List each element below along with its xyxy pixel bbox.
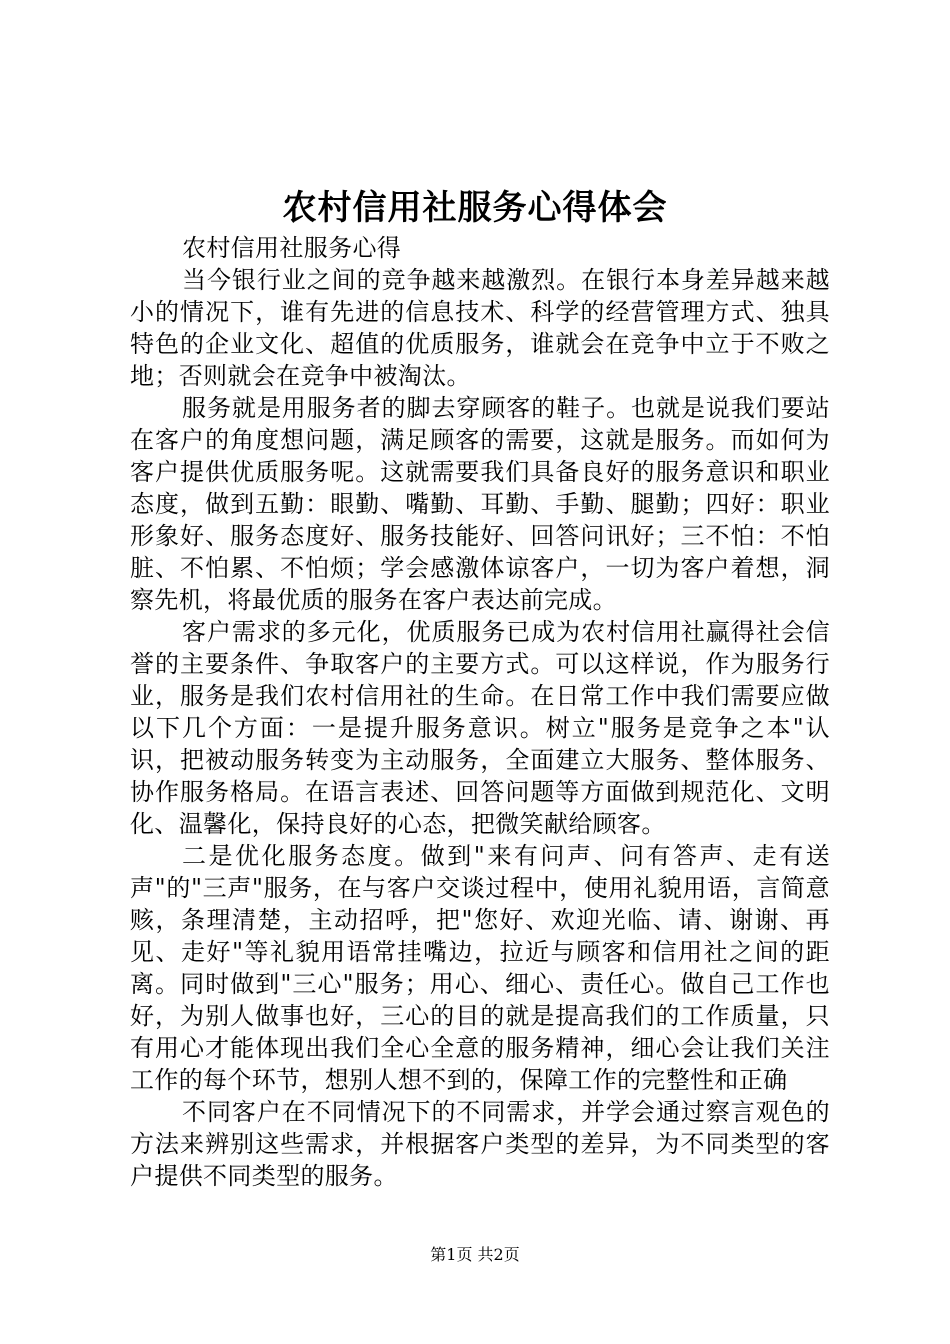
document-title: 农村信用社服务心得体会 [282,188,668,228]
document-body [130,232,830,1192]
paragraph-4: 二是优化服务态度。做到"来有问声、问有答声、走有送声"的"三声"服务，在与客户交谈过程中，使用礼貌用语，言简意赅，条理清楚，主动招呼，把"您好、欢迎光临、请、谢谢、再见、走好"等礼貌用语常挂嘴边，拉近与顾客和信用社之间的距离。同时做到"三心"服务；用心、细心、责任心。做自己工作也好，为别人做事也好，三心的目的就是提高我们的工作质量，只有用心才能体现出我们全心全意的服务精神，细心会让我们关注工作的每个环节，想别人想不到的，保障工作的完整性和正确 [130,842,830,1094]
paragraph-2: 服务就是用服务者的脚去穿顾客的鞋子。也就是说我们要站在客户的角度想问题，满足顾客的需要，这就是服务。而如何为客户提供优质服务呢。这就需要我们具备良好的服务意识和职业态度，做到五勤：眼勤、嘴勤、耳勤、手勤、腿勤；四好：职业形象好、服务态度好、服务技能好、回答问讯好；三不怕：不怕脏、不怕累、不怕烦；学会感激体谅客户，一切为客户着想，洞察先机，将最优质的服务在客户表达前完成。 [130,394,830,614]
paragraph-1: 当今银行业之间的竞争越来越激烈。在银行本身差异越来越小的情况下，谁有先进的信息技术、科学的经营管理方式、独具特色的企业文化、超值的优质服务，谁就会在竞争中立于不败之地；否则就会在竞争中被淘汰。 [130,266,830,390]
paragraph-3: 客户需求的多元化，优质服务已成为农村信用社赢得社会信誉的主要条件、争取客户的主要方式。可以这样说，作为服务行业，服务是我们农村信用社的生命。在日常工作中我们需要应做以下几个方面：一是提升服务意识。树立"服务是竞争之本"认识，把被动服务转变为主动服务，全面建立大服务、整体服务、协作服务格局。在语言表述、回答问题等方面做到规范化、文明化、温馨化，保持良好的心态，把微笑献给顾客。 [130,618,830,838]
paragraph-subtitle: 农村信用社服务心得 [182,234,402,262]
page-number-footer: 第1页 共2页 [430,1245,520,1264]
paragraph-5: 不同客户在不同情况下的不同需求，并学会通过察言观色的方法来辨别这些需求，并根据客户类型的差异，为不同类型的客户提供不同类型的服务。 [130,1098,830,1190]
